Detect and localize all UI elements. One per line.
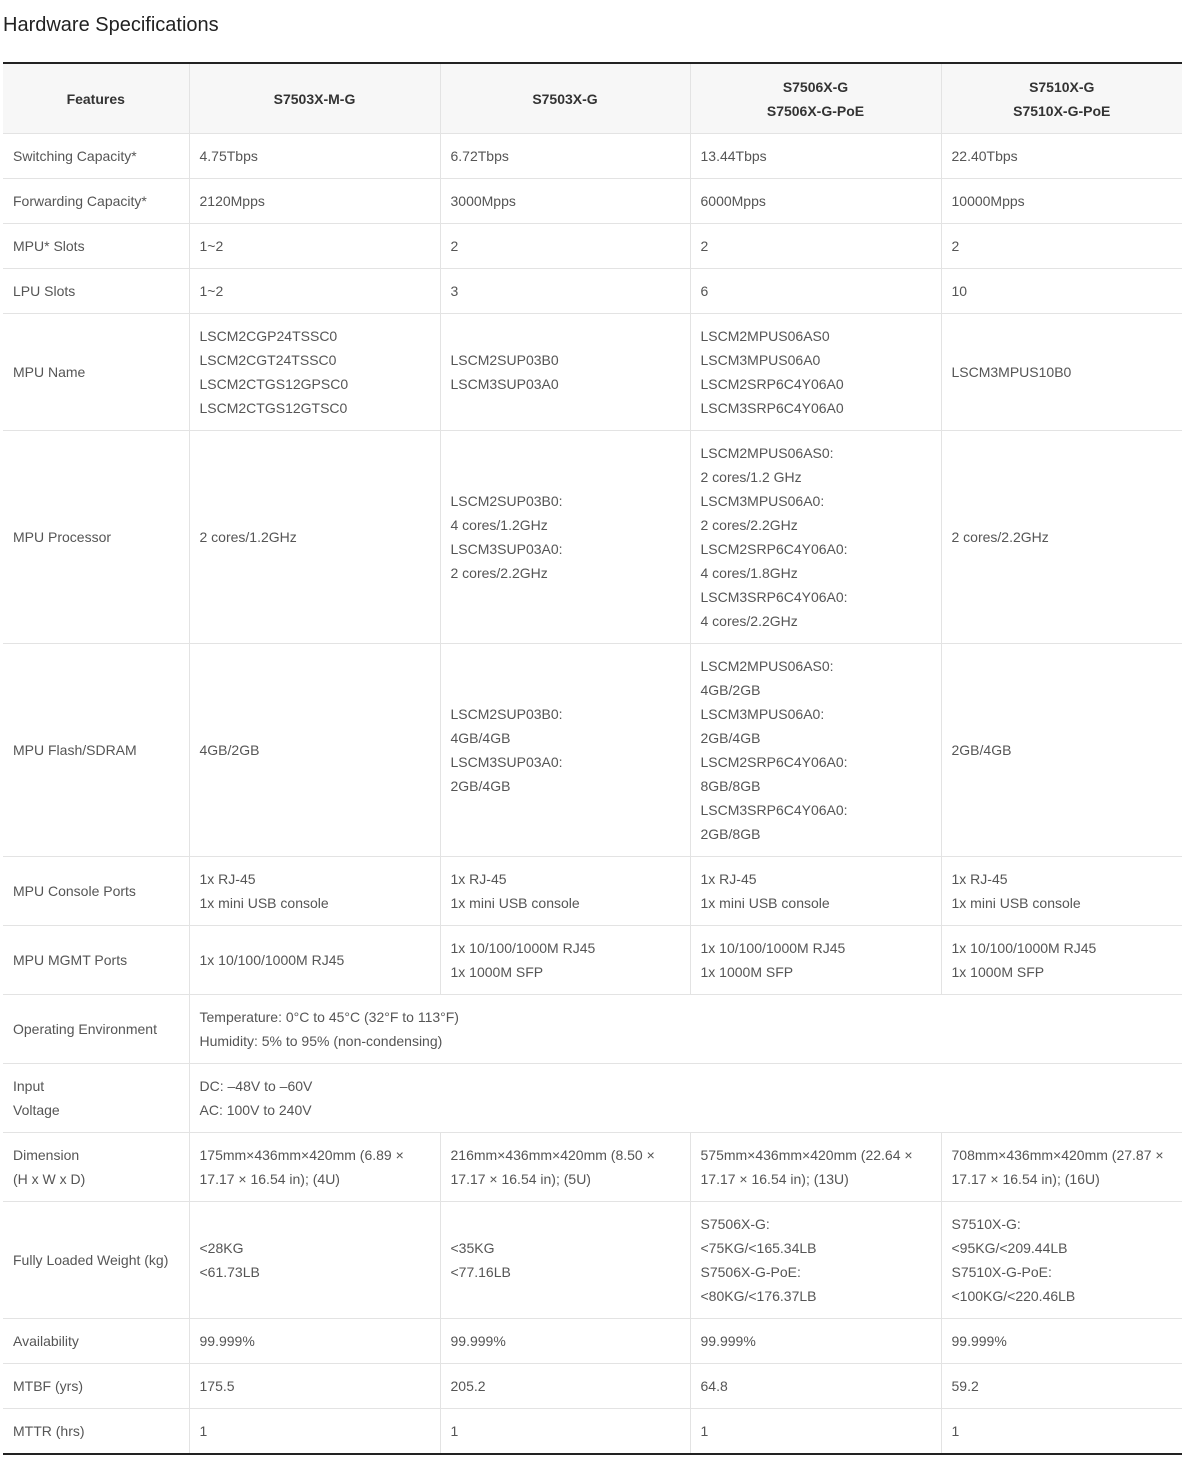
feature-label xyxy=(3,1133,189,1202)
spec-value xyxy=(189,926,440,995)
cell-line: LSCM3MPUS10B0 xyxy=(951,364,1072,380)
cell-line: LSCM3MPUS06A0: xyxy=(700,706,825,722)
cell-line: 2 xyxy=(700,238,709,254)
cell-line: 575mm×436mm×420mm (22.64 × 17.17 × 16.54 in); (13U) xyxy=(700,1147,913,1187)
cell-line: 1x 10/100/1000M RJ45 xyxy=(700,940,846,956)
spec-value xyxy=(189,1319,440,1364)
spec-value xyxy=(440,134,690,179)
spec-value xyxy=(440,314,690,431)
cell-line: S7503X-G xyxy=(532,90,598,107)
cell-line: S7506X-G xyxy=(782,78,849,95)
cell-line: 4 cores/1.8GHz xyxy=(700,565,798,581)
spec-value xyxy=(440,1364,690,1409)
spec-value xyxy=(690,1364,941,1409)
cell-line: 6000Mpps xyxy=(700,193,766,209)
spec-value xyxy=(941,926,1182,995)
spec-value xyxy=(690,1202,941,1319)
header-model xyxy=(690,63,941,134)
spec-value xyxy=(440,1319,690,1364)
cell-line: 1x 1000M SFP xyxy=(951,964,1045,980)
feature-label xyxy=(3,431,189,644)
cell-line: 2 xyxy=(951,238,960,254)
cell-line: LSCM2SRP6C4Y06A0: xyxy=(700,541,848,557)
cell-line: 1x 1000M SFP xyxy=(450,964,544,980)
spec-value xyxy=(941,1133,1182,1202)
cell-line: 1x mini USB console xyxy=(951,895,1081,911)
cell-line: 1x mini USB console xyxy=(199,895,329,911)
spec-value xyxy=(189,314,440,431)
cell-line: 1x RJ-45 xyxy=(199,871,256,887)
cell-line: Input xyxy=(13,1078,45,1094)
table-body xyxy=(3,134,1182,1455)
cell-line: MTTR (hrs) xyxy=(13,1423,85,1439)
feature-label xyxy=(3,134,189,179)
cell-line: LSCM2CTGS12GTSC0 xyxy=(199,400,348,416)
cell-line: 4GB/4GB xyxy=(450,730,511,746)
spec-value xyxy=(189,179,440,224)
spec-value xyxy=(690,134,941,179)
cell-line: LSCM2SUP03B0: xyxy=(450,493,563,509)
cell-line: 99.999% xyxy=(450,1333,506,1349)
spec-value xyxy=(189,1064,1182,1133)
cell-line: MPU* Slots xyxy=(13,238,85,254)
feature-label xyxy=(3,1409,189,1455)
cell-line: 59.2 xyxy=(951,1378,979,1394)
spec-value xyxy=(941,857,1182,926)
cell-line: 2 cores/1.2 GHz xyxy=(700,469,802,485)
cell-line: 2 cores/1.2GHz xyxy=(199,529,297,545)
cell-line: 22.40Tbps xyxy=(951,148,1018,164)
cell-line: 2GB/4GB xyxy=(450,778,511,794)
cell-line: MPU Console Ports xyxy=(13,883,136,899)
spec-value xyxy=(189,224,440,269)
cell-line: 1~2 xyxy=(199,238,224,254)
cell-line: Dimension xyxy=(13,1147,80,1163)
cell-line: 1x RJ-45 xyxy=(450,871,507,887)
table-row xyxy=(3,1364,1182,1409)
cell-line: <77.16LB xyxy=(450,1264,511,1280)
spec-value xyxy=(440,1202,690,1319)
cell-line: 1x mini USB console xyxy=(450,895,580,911)
spec-value xyxy=(189,134,440,179)
cell-line: Operating Environment xyxy=(13,1021,157,1037)
table-row xyxy=(3,224,1182,269)
spec-value xyxy=(941,644,1182,857)
feature-label xyxy=(3,1364,189,1409)
cell-line: S7510X-G-PoE xyxy=(1013,102,1111,119)
header-model xyxy=(941,63,1182,134)
spec-value xyxy=(189,644,440,857)
cell-line: 1 xyxy=(450,1423,459,1439)
cell-line: 6.72Tbps xyxy=(450,148,509,164)
spec-value xyxy=(941,314,1182,431)
spec-value xyxy=(690,1319,941,1364)
cell-line: MPU Flash/SDRAM xyxy=(13,742,137,758)
feature-label xyxy=(3,1202,189,1319)
spec-value xyxy=(690,314,941,431)
cell-line: 1x 10/100/1000M RJ45 xyxy=(951,940,1097,956)
spec-value xyxy=(690,431,941,644)
cell-line: LSCM2SUP03B0: xyxy=(450,706,563,722)
cell-line: (H x W x D) xyxy=(13,1171,86,1187)
spec-value xyxy=(440,644,690,857)
cell-line: LSCM3SUP03A0 xyxy=(450,376,559,392)
feature-label xyxy=(3,857,189,926)
spec-value xyxy=(690,1133,941,1202)
spec-value xyxy=(440,179,690,224)
cell-line: LSCM2CTGS12GPSC0 xyxy=(199,376,349,392)
cell-line: Humidity: 5% to 95% (non-condensing) xyxy=(199,1033,443,1049)
cell-line: S7503X-M-G xyxy=(273,90,356,107)
spec-value xyxy=(690,179,941,224)
feature-label xyxy=(3,269,189,314)
cell-line: 99.999% xyxy=(199,1333,255,1349)
header-row xyxy=(3,63,1182,134)
cell-line: LSCM2CGT24TSSC0 xyxy=(199,352,337,368)
spec-value xyxy=(440,269,690,314)
cell-line: LSCM3SRP6C4Y06A0: xyxy=(700,802,848,818)
cell-line: LSCM3SUP03A0: xyxy=(450,754,563,770)
feature-label xyxy=(3,314,189,431)
cell-line: LSCM3SUP03A0: xyxy=(450,541,563,557)
cell-line: 2 cores/2.2GHz xyxy=(700,517,798,533)
cell-line: S7506X-G-PoE xyxy=(766,102,865,119)
cell-line: MPU Processor xyxy=(13,529,112,545)
cell-line: S7510X-G: xyxy=(951,1216,1021,1232)
cell-line: S7506X-G: xyxy=(700,1216,770,1232)
cell-line: 1~2 xyxy=(199,283,224,299)
cell-line: <35KG xyxy=(450,1240,495,1256)
spec-value xyxy=(941,269,1182,314)
cell-line: 708mm×436mm×420mm (27.87 × 17.17 × 16.54 in); (16U) xyxy=(951,1147,1164,1187)
cell-line: AC: 100V to 240V xyxy=(199,1102,312,1118)
table-row xyxy=(3,1319,1182,1364)
cell-line: 175mm×436mm×420mm (6.89 × 17.17 × 16.54 in); (4U) xyxy=(199,1147,404,1187)
spec-value xyxy=(690,857,941,926)
cell-line: Fully Loaded Weight (kg) xyxy=(13,1252,169,1268)
cell-line: LSCM3MPUS06A0: xyxy=(700,493,825,509)
cell-line: 99.999% xyxy=(951,1333,1007,1349)
cell-line: 4 cores/2.2GHz xyxy=(700,613,798,629)
spec-value xyxy=(189,431,440,644)
spec-value xyxy=(189,1133,440,1202)
cell-line: 1x RJ-45 xyxy=(951,871,1008,887)
cell-line: LSCM2SUP03B0 xyxy=(450,352,559,368)
spec-value xyxy=(941,224,1182,269)
cell-line: Availability xyxy=(13,1333,79,1349)
spec-value xyxy=(440,224,690,269)
cell-line: 4GB/2GB xyxy=(199,742,260,758)
cell-line: LSCM2MPUS06AS0: xyxy=(700,445,834,461)
spec-value xyxy=(690,269,941,314)
cell-line: 1x 1000M SFP xyxy=(700,964,794,980)
cell-line: 99.999% xyxy=(700,1333,756,1349)
cell-line: 64.8 xyxy=(700,1378,728,1394)
cell-line: 4.75Tbps xyxy=(199,148,258,164)
cell-line: DC: –48V to –60V xyxy=(199,1078,313,1094)
cell-line: 4 cores/1.2GHz xyxy=(450,517,548,533)
cell-line: Features xyxy=(66,90,125,107)
feature-label xyxy=(3,1064,189,1133)
spec-value xyxy=(941,1409,1182,1455)
cell-line: LSCM2MPUS06AS0: xyxy=(700,658,834,674)
table-row xyxy=(3,269,1182,314)
cell-line: S7506X-G-PoE: xyxy=(700,1264,801,1280)
feature-label xyxy=(3,1319,189,1364)
spec-value xyxy=(941,431,1182,644)
cell-line: 1 xyxy=(700,1423,709,1439)
header-model xyxy=(440,63,690,134)
spec-value xyxy=(941,1202,1182,1319)
table-row xyxy=(3,314,1182,431)
cell-line: Voltage xyxy=(13,1102,60,1118)
spec-value xyxy=(189,1364,440,1409)
cell-line: 1x mini USB console xyxy=(700,895,830,911)
table-row xyxy=(3,995,1182,1064)
cell-line: 2GB/8GB xyxy=(700,826,761,842)
cell-line: 175.5 xyxy=(199,1378,235,1394)
table-row xyxy=(3,134,1182,179)
cell-line: <80KG/<176.37LB xyxy=(700,1288,817,1304)
spec-value xyxy=(690,926,941,995)
cell-line: S7510X-G xyxy=(1029,78,1095,95)
spec-value xyxy=(189,857,440,926)
cell-line: LPU Slots xyxy=(13,283,76,299)
cell-line: <28KG xyxy=(199,1240,244,1256)
table-row xyxy=(3,1133,1182,1202)
cell-line: Switching Capacity* xyxy=(13,148,137,164)
cell-line: LSCM2CGP24TSSC0 xyxy=(199,328,338,344)
spec-value xyxy=(941,1319,1182,1364)
spec-value xyxy=(690,644,941,857)
cell-line: 1 xyxy=(199,1423,208,1439)
spec-value xyxy=(440,431,690,644)
header-model xyxy=(189,63,440,134)
cell-line: LSCM3SRP6C4Y06A0 xyxy=(700,400,844,416)
cell-line: MTBF (yrs) xyxy=(13,1378,83,1394)
table-row xyxy=(3,179,1182,224)
spec-value xyxy=(690,224,941,269)
spec-value xyxy=(941,134,1182,179)
feature-label xyxy=(3,995,189,1064)
cell-line: LSCM3SRP6C4Y06A0: xyxy=(700,589,848,605)
cell-line: MPU MGMT Ports xyxy=(13,952,128,968)
spec-value xyxy=(941,179,1182,224)
cell-line: 216mm×436mm×420mm (8.50 × 17.17 × 16.54 in); (5U) xyxy=(450,1147,655,1187)
table-row xyxy=(3,1064,1182,1133)
spec-value xyxy=(690,1409,941,1455)
cell-line: 13.44Tbps xyxy=(700,148,767,164)
feature-label xyxy=(3,179,189,224)
table-row xyxy=(3,926,1182,995)
cell-line: 205.2 xyxy=(450,1378,486,1394)
cell-line: <75KG/<165.34LB xyxy=(700,1240,817,1256)
hardware-specifications-table xyxy=(3,62,1182,1455)
header-features xyxy=(3,63,189,134)
cell-line: 2GB/4GB xyxy=(700,730,761,746)
cell-line: 10 xyxy=(951,283,968,299)
cell-line: LSCM2SRP6C4Y06A0 xyxy=(700,376,844,392)
cell-line: 1x RJ-45 xyxy=(700,871,757,887)
table-row xyxy=(3,644,1182,857)
cell-line: 2 xyxy=(450,238,459,254)
page-title: Hardware Specifications xyxy=(3,14,219,36)
cell-line: 10000Mpps xyxy=(951,193,1025,209)
spec-value xyxy=(189,1202,440,1319)
spec-value xyxy=(440,926,690,995)
table-row xyxy=(3,857,1182,926)
cell-line: 4GB/2GB xyxy=(700,682,761,698)
table-header xyxy=(3,63,1182,134)
cell-line: Forwarding Capacity* xyxy=(13,193,147,209)
cell-line: 3 xyxy=(450,283,459,299)
feature-label xyxy=(3,644,189,857)
cell-line: 6 xyxy=(700,283,709,299)
cell-line: <100KG/<220.46LB xyxy=(951,1288,1076,1304)
feature-label xyxy=(3,926,189,995)
spec-value xyxy=(189,995,1182,1064)
cell-line: 2GB/4GB xyxy=(951,742,1012,758)
spec-value xyxy=(440,1133,690,1202)
cell-line: Temperature: 0°C to 45°C (32°F to 113°F) xyxy=(199,1009,459,1025)
cell-line: MPU Name xyxy=(13,364,86,380)
cell-line: LSCM2SRP6C4Y06A0: xyxy=(700,754,848,770)
cell-line: 2 cores/2.2GHz xyxy=(951,529,1049,545)
cell-line: 1 xyxy=(951,1423,960,1439)
cell-line: 3000Mpps xyxy=(450,193,516,209)
cell-line: 2 cores/2.2GHz xyxy=(450,565,548,581)
cell-line: 2120Mpps xyxy=(199,193,265,209)
cell-line: 1x 10/100/1000M RJ45 xyxy=(450,940,596,956)
spec-value xyxy=(941,1364,1182,1409)
cell-line: LSCM2MPUS06AS0 xyxy=(700,328,830,344)
spec-value xyxy=(440,857,690,926)
cell-line: <95KG/<209.44LB xyxy=(951,1240,1068,1256)
cell-line: 8GB/8GB xyxy=(700,778,761,794)
feature-label xyxy=(3,224,189,269)
cell-line: 1x 10/100/1000M RJ45 xyxy=(199,952,345,968)
spec-value xyxy=(189,269,440,314)
table-row xyxy=(3,1409,1182,1455)
cell-line: S7510X-G-PoE: xyxy=(951,1264,1052,1280)
spec-value xyxy=(440,1409,690,1455)
table-row xyxy=(3,431,1182,644)
cell-line: LSCM3MPUS06A0 xyxy=(700,352,821,368)
spec-value xyxy=(189,1409,440,1455)
cell-line: <61.73LB xyxy=(199,1264,260,1280)
table-row xyxy=(3,1202,1182,1319)
